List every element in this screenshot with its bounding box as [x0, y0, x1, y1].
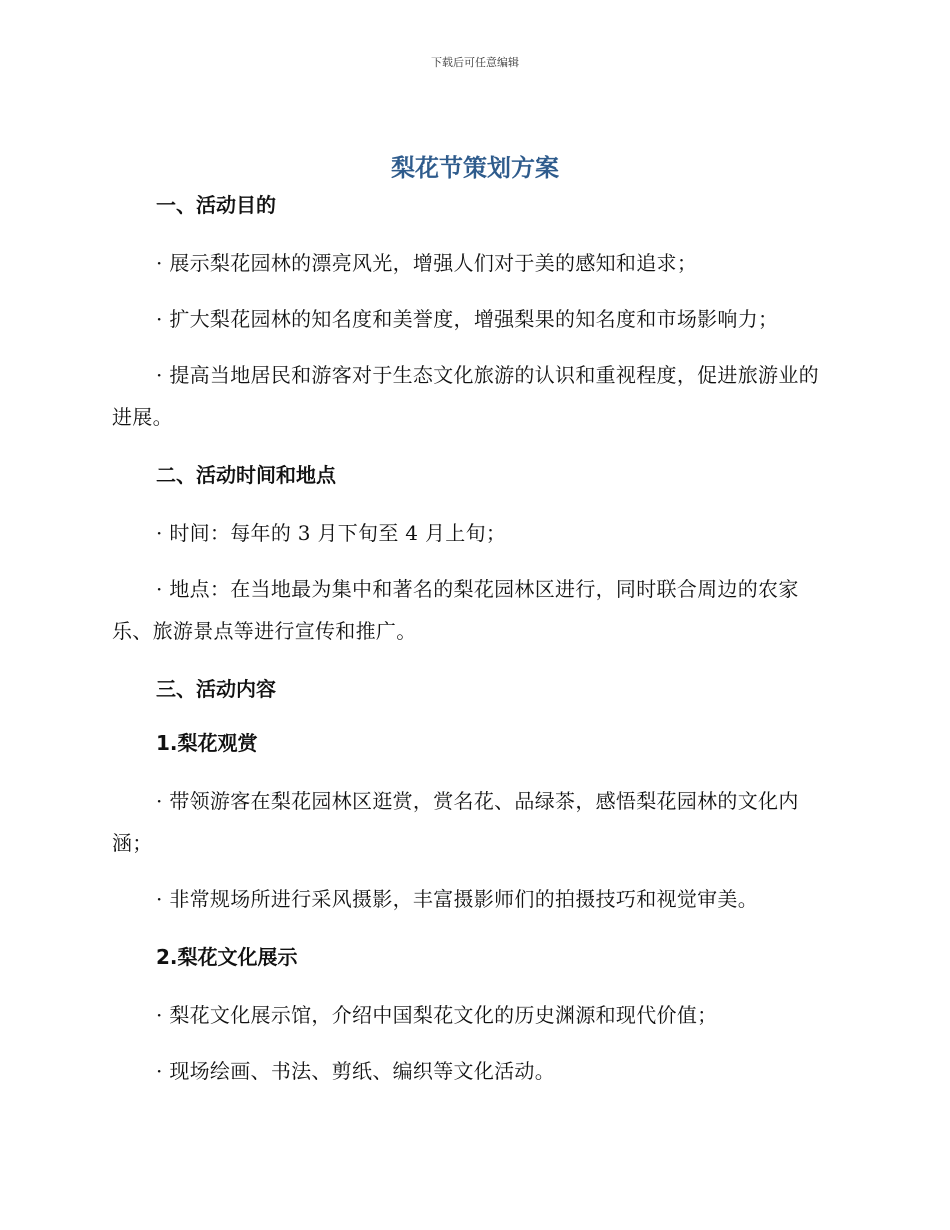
paragraph: · 非常规场所进行采风摄影，丰富摄影师们的拍摄技巧和视觉审美。	[156, 887, 759, 911]
paragraph: · 展示梨花园林的漂亮风光，增强人们对于美的感知和追求；	[156, 251, 698, 275]
section-heading: 一、活动目的	[156, 193, 276, 217]
section-heading: 二、活动时间和地点	[156, 463, 336, 487]
paragraph: · 梨花文化展示馆，介绍中国梨花文化的历史渊源和现代价值；	[156, 1003, 718, 1027]
section-content	[112, 672, 824, 1092]
subsection-heading: 2.梨花文化展示	[156, 945, 298, 969]
paragraph: · 带领游客在梨花园林区逛赏，赏名花、品绿茶，感悟梨花园林的文化内涵；	[112, 789, 799, 855]
header-note: 下载后可任意编辑	[431, 56, 519, 69]
section-time-place	[112, 458, 824, 652]
document-title: 梨花节策划方案	[391, 154, 559, 182]
subsection-heading: 1.梨花观赏	[156, 731, 258, 755]
document-body	[112, 188, 824, 1092]
paragraph: · 提高当地居民和游客对于生态文化旅游的认识和重视程度，促进旅游业的进展。	[112, 363, 819, 429]
paragraph: · 地点：在当地最为集中和著名的梨花园林区进行，同时联合周边的农家乐、旅游景点等进行宣传和推广。	[112, 577, 799, 643]
paragraph: · 现场绘画、书法、剪纸、编织等文化活动。	[156, 1059, 556, 1083]
paragraph: · 时间：每年的 3 月下旬至 4 月上旬；	[156, 521, 507, 545]
section-heading: 三、活动内容	[156, 677, 276, 701]
paragraph: · 扩大梨花园林的知名度和美誉度，增强梨果的知名度和市场影响力；	[156, 307, 779, 331]
section-purpose	[112, 188, 824, 438]
